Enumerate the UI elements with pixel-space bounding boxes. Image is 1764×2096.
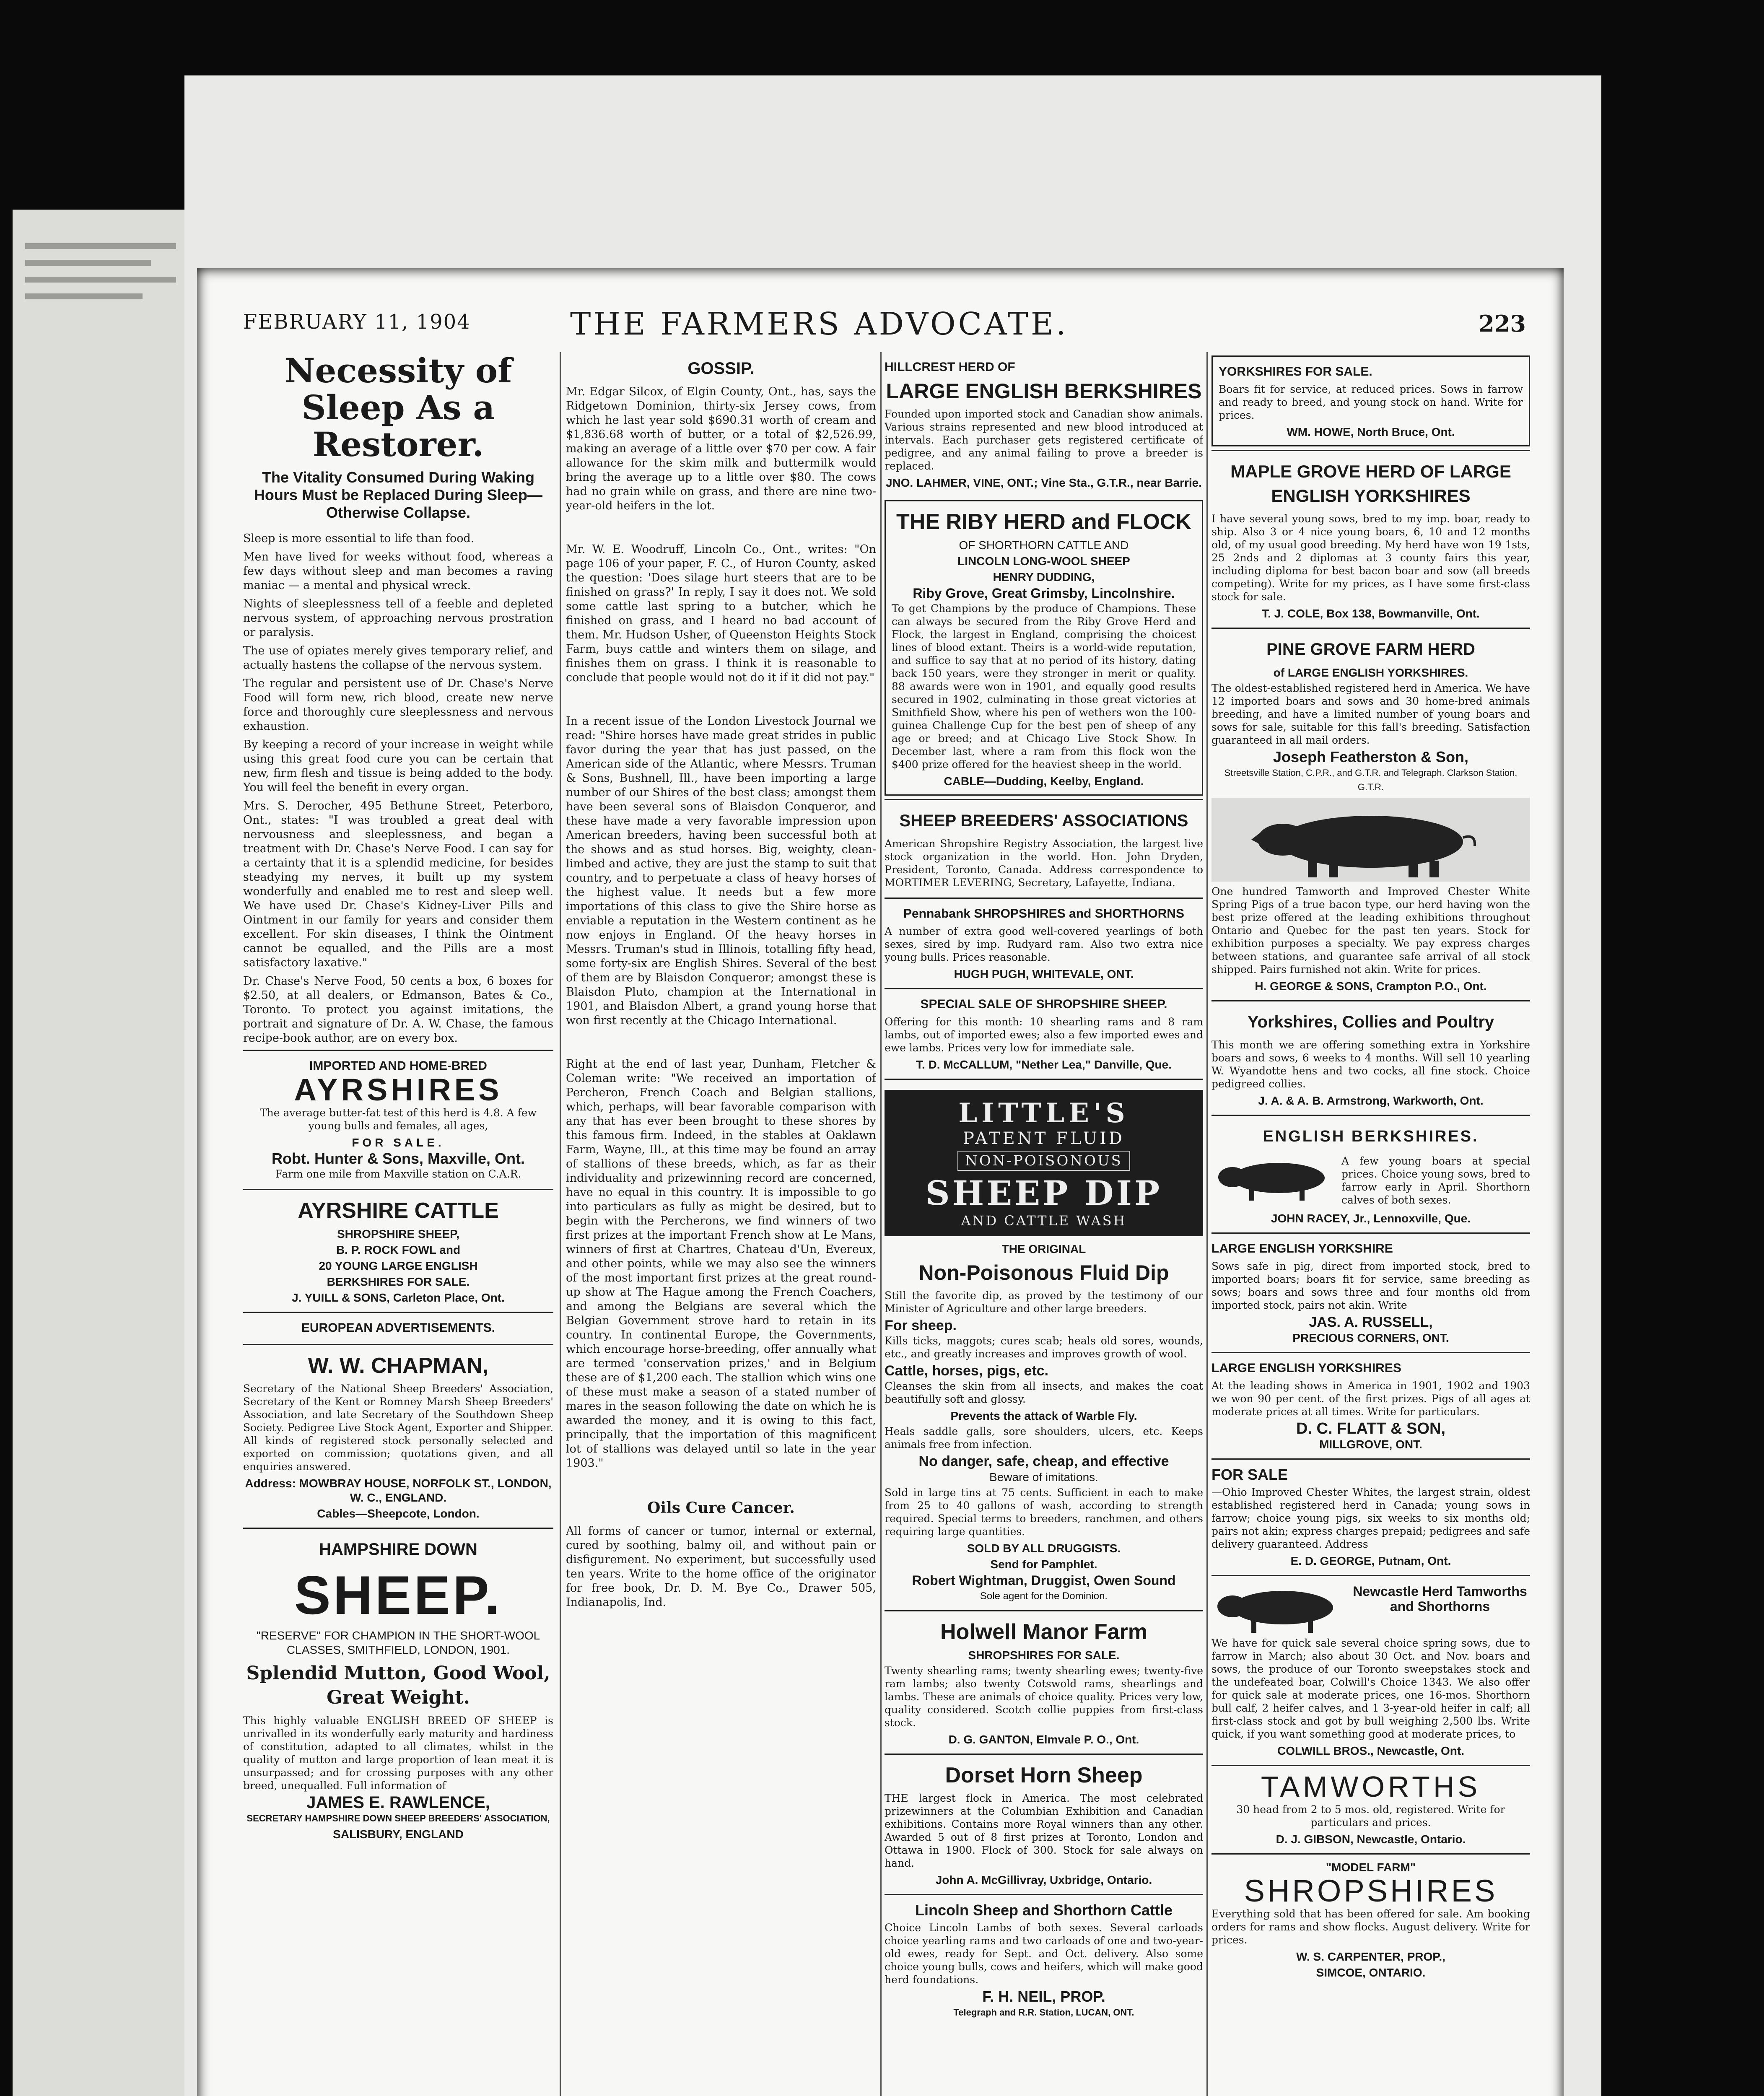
ad-title: YORKSHIRES FOR SALE. — [1219, 365, 1372, 379]
ad-title: Newcastle Herd Tamworths and Shorthorns — [1353, 1584, 1527, 1614]
ad-seller: D. J. GIBSON, Newcastle, Ontario. — [1276, 1833, 1466, 1846]
ad-pennabank — [885, 898, 1203, 988]
ad-line: Telegraph and R.R. Station, LUCAN, ONT. — [953, 2007, 1134, 2018]
ad-seller: Robert Wightman, Druggist, Owen Sound — [912, 1573, 1176, 1588]
ad-seller: W. S. CARPENTER, PROP., — [1296, 1950, 1445, 1963]
ad-seller: H. GEORGE & SONS, Crampton P.O., Ont. — [1255, 980, 1487, 993]
pig-illustration — [1211, 1580, 1346, 1635]
ad-line: For sheep. — [885, 1318, 957, 1333]
ad-english-berkshires — [1211, 1115, 1530, 1232]
ad-title: AYRSHIRES — [294, 1072, 503, 1107]
paragraph: The use of opiates merely gives temporary relief, and actually hastens the collapse of the nervous system. — [243, 644, 553, 672]
european-section-heading — [243, 1312, 553, 1344]
ad-contact: JAMES E. RAWLENCE, — [306, 1793, 490, 1812]
ad-holwell — [885, 1610, 1203, 1754]
dip-line: SHEEP DIP — [925, 1173, 1162, 1213]
ad-seller: John A. McGillivray, Uxbridge, Ontario. — [935, 1873, 1152, 1886]
ad-line: BERKSHIRES FOR SALE. — [327, 1275, 470, 1288]
paragraph: The regular and persistent use of Dr. Chase's Nerve Food will form new, rich blood, create new nerve force and thoroughly cure sleeplessness and nervous exhaustion. — [243, 677, 553, 733]
ad-body: This month we are offering something extra in Yorkshire boars and sows, 6 weeks to 4 months. Will sell 10 yearling W. Wyandotte hens and two cocks, all fine stock. Choice pedigreed collies. — [1211, 1039, 1530, 1090]
ad-seller: D. G. GANTON, Elmvale P. O., Ont. — [948, 1733, 1139, 1746]
ad-body: One hundred Tamworth and Improved Chester White Spring Pigs of a true bacon type, our herd having won the best prize offered at the leading exhibitions throughout Ontario and Quebec for the past ten years. Stock for exhibition purposes a specialty. We pay express charges between stations, and guarantee safe arrival of all stock shipped. Pairs furnished not akin. Write for prices. — [1211, 885, 1530, 975]
ad-line: Sole agent for the Dominion. — [980, 1590, 1108, 1602]
ad-sheep-breeders — [885, 799, 1203, 898]
ad-title: SHEEP BREEDERS' ASSOCIATIONS — [899, 812, 1188, 830]
issue-date: FEBRUARY 11, 1904 — [243, 310, 471, 334]
ad-body: Sows safe in pig, direct from imported stock, bred to imported boars; boars fit for service, same breeding as sows; boars and sows three and four months old from imported stock, pairs not akin. Write — [1211, 1260, 1530, 1311]
ad-dorset — [885, 1754, 1203, 1894]
ad-title: ENGLISH BERKSHIRES. — [1263, 1128, 1479, 1145]
ad-body: This highly valuable ENGLISH BREED OF SHEEP is unrivalled in its wonderfully early maturity and hardiness of constitution, adapted to all climates, whilst in the quality of mutton and large proportion of lean meat it is unsurpassed; and for crossing purposes with any other breed, unequalled. Full information of — [243, 1715, 553, 1792]
ad-line: LINCOLN LONG-WOOL SHEEP — [957, 555, 1130, 568]
ad-seller: T. D. McCALLUM, "Nether Lea," Danville, Que. — [916, 1058, 1172, 1071]
paragraph: Right at the end of last year, Dunham, Fletcher & Coleman write: "We received an importation of Percheron, French Coach and Belgian stallions, which, perhaps, will bear favorable comparison with any that has ever been brought to these shores by this famous firm. Indeed, in the stables at Oaklawn Farm, Wayne, Ill., at this time may be found an array of stallions of these breeds, which, as far as their individuality and prizewinning record are concerned, have no equal in this country. It is impossible to go into particulars as fully as might be desired, but to begin with the Percherons, we find winners of two first prizes at the important French show at Le Mans, winners of first at Chartres, Chateau d'Un, Evereux, and other points, while we may also see the winners of the most important first prizes at the great round-up show at The Hague among the French Coachers, and among the Belgians are several which the Belgian Government strove hard to retain in its country. In continental Europe, the Governments, which encourage horse-breeding, offer annually what are termed 'conservation prizes,' and in Belgium these are of $1,200 each. The stallion which wins one of these must make a season of a stated number of mares in the season following the date on which he is awarded the money, and it is owing to this fact, principally, that the importation of this magnificent lot of stallions was delayed until so late in the year 1903." — [566, 1058, 876, 1470]
ad-title: Non-Poisonous Fluid Dip — [918, 1261, 1169, 1284]
ad-title: FOR SALE — [1211, 1466, 1288, 1483]
ad-body: The oldest-established registered herd in America. We have 12 imported boars and sows and 30 home-bred animals breeding, and have a limited number of young boars and sows for sale, suitable for this fall's breeding. Satisfaction guaranteed in all mail orders. — [1211, 682, 1530, 746]
paragraph: Dr. Chase's Nerve Food, 50 cents a box, 6 boxes for $2.50, at all dealers, or Edmanson, Bates & Co., Toronto. To protect you against imitations, the portrait and signature of Dr. A. W. Chase, the famous recipe-book author, are on every box. — [243, 975, 553, 1045]
ad-body: Boars fit for service, at reduced prices. Sows in farrow and ready to breed, and young stock on hand. Write for prices. — [1219, 383, 1523, 421]
column-3 — [885, 352, 1203, 2096]
ad-title: Dorset Horn Sheep — [945, 1763, 1143, 1787]
ad-flatt — [1211, 1352, 1530, 1458]
ad-body: I have several young sows, bred to my imp. boar, ready to ship. Also 3 or 4 nice young boars, 6, 10 and 12 months old, of my usual good breeding. My herd have won 19 1sts, 25 2nds and 2 diplomas at 3 county fairs this year, including diploma for best bacon boar and sow (all breeds competing). Write for my prices, as I have some first-class stock for sale. — [1211, 513, 1530, 603]
ad-place: PRECIOUS CORNERS, ONT. — [1292, 1331, 1449, 1344]
ad-ayrshires — [243, 1050, 553, 1189]
ad-title: AYRSHIRE CATTLE — [298, 1198, 499, 1223]
ad-body: Cleanses the skin from all insects, and makes the coat beautifully soft and glossy. — [885, 1380, 1203, 1405]
ad-for-sale: FOR SALE. — [352, 1136, 445, 1149]
ad-place: Streetsville Station, C.P.R., and G.T.R. and Telegraph. Clarkson Station, G.T.R. — [1224, 768, 1518, 792]
previous-page-edge — [13, 210, 189, 2096]
pig-illustration — [1211, 1153, 1337, 1203]
ad-seller: J. A. & A. B. Armstrong, Warkworth, Ont. — [1258, 1094, 1484, 1107]
ad-line: SOLD BY ALL DRUGGISTS. — [967, 1542, 1121, 1555]
ad-body: Secretary of the National Sheep Breeders' Association, Secretary of the Kent or Romney Marsh Sheep Breeders' Association, and late Secretary of the Southdown Sheep Society. Pedigree Live Stock Agent, Exporter and Shipper. All kinds of registered stock personally selected and exported on commission; quotations given, and all enquiries answered. — [243, 1383, 553, 1473]
ad-title: PINE GROVE FARM HERD — [1266, 640, 1475, 659]
ad-body: Still the favorite dip, as proved by the testimony of our Minister of Agriculture and other large breeders. — [885, 1289, 1203, 1315]
ad-body: At the leading shows in America in 1901, 1902 and 1903 we won 90 per cent. of the first prizes. Pigs of all ages at moderate prices at all times. Write for particulars. — [1211, 1380, 1530, 1418]
ad-seller: J. YUILL & SONS, Carleton Place, Ont. — [292, 1291, 505, 1304]
newspaper-page — [197, 268, 1564, 2096]
ad-title: LARGE ENGLISH BERKSHIRES — [886, 379, 1202, 403]
ad-russell — [1211, 1232, 1530, 1352]
paragraph: By keeping a record of your increase in weight while using this great food cure you can be certain that new, firm flesh and tissue is being added to the body. You will feel the benefit in every organ. — [243, 738, 553, 794]
paragraph: Sleep is more essential to life than food. — [243, 532, 475, 545]
ad-body: The average butter-fat test of this herd is 4.8. A few young bulls and females, all ages, — [260, 1107, 537, 1132]
ad-line: B. P. ROCK FOWL and — [336, 1243, 461, 1256]
column-rule — [880, 352, 882, 2096]
dip-line: PATENT FLUID — [963, 1129, 1125, 1148]
ad-body: We have for quick sale several choice spring sows, due to farrow in March; also about 30 Oct. and Nov. boars and sows, the produce of our Toronto sweepstakes stock and the undefeated boar, Colwill's Choice 1343. We also offer for quick sale at moderate prices, one 16-mos. Shorthorn bull calf, 2 heifer calves, and 1 3-year-old heifer in calf; all first-class stock and got by bull weighing 2,500 lbs. Write quick, if you want something good at moderate prices, to — [1211, 1637, 1530, 1740]
dip-line: NON-POISONOUS — [957, 1151, 1130, 1171]
ad-line: SHROPSHIRES FOR SALE. — [968, 1649, 1120, 1662]
ad-body: Sold in large tins at 75 cents. Sufficient in each to make from 25 to 40 gallons of wash, according to strength required. Special terms to breeders, ranchmen, and others requiring large quantities. — [885, 1486, 1203, 1538]
ad-tamworths — [1211, 1765, 1530, 1853]
dip-line: LITTLE'S — [958, 1097, 1129, 1129]
ad-yorkshires-collies — [1211, 1000, 1530, 1115]
ad-title: THE RIBY HERD and FLOCK — [896, 510, 1191, 534]
ad-title: SPECIAL SALE OF SHROPSHIRE SHEEP. — [920, 997, 1167, 1011]
ad-special-sale — [885, 988, 1203, 1079]
ad-body: To get Champions by the produce of Champions. These can always be secured from the Riby Grove Herd and Flock, the largest in England, comprising the choicest lines of blood extant. Theirs is a world-wide reputation, and suffice to say that at no period of its history, dating back 150 years, were they stronger in merit or quality. 88 awards were won in 1901, and equally good results secured in 1902, culminating in those great victories at Smithfield Show, where his pen of wethers won the 100-guinea Challenge Cup for the best pen of sheep of any age or breed; and at Chicago Live Stock Show. In December last, where a ram from this flock won the $400 prize offered for the heaviest sheep in the world. — [892, 602, 1196, 770]
ad-title: SHEEP. — [294, 1564, 503, 1626]
ad-pine-grove — [1211, 628, 1530, 1000]
ad-body: Kills ticks, maggots; cures scab; heals old sores, wounds, etc., and greatly increases and improves growth of wool. — [885, 1335, 1203, 1360]
ad-for-sale-george — [1211, 1458, 1530, 1575]
ad-line: OF SHORTHORN CATTLE AND — [959, 539, 1129, 552]
ad-ayrshire-cattle — [243, 1189, 553, 1312]
ad-cable: CABLE—Dudding, Keelby, England. — [944, 775, 1144, 788]
ad-body: American Shropshire Registry Association, the largest live stock organization in the world. Hon. John Dryden, President, Toronto, Canada. Address correspondence to MORTIMER LEVERING, Secretary, Lafayette, Indiana. — [885, 838, 1203, 889]
ad-body: Founded upon imported stock and Canadian show animals. Various strains represented and new blood introduced at intervals. Each purchaser gets registered certificate of pedigree, and any animal failing to prove a breeder is replaced. — [885, 408, 1203, 472]
paragraph: Mr. Edgar Silcox, of Elgin County, Ont., has, says the Ridgetown Dominion, thirty-six Jersey cows, from which he last year sold $690.31 worth of cream and $1,836.68 worth of butter, or a total of $2,526.99, making an average of a little over $70 per cow. A fair allowance for the skim milk and buttermilk would bring the average up to a little over $80. The cows had no grain while on grass, and there are nine two-year-old heifers in the lot. — [566, 385, 876, 512]
ad-title: Lincoln Sheep and Shorthorn Cattle — [915, 1901, 1173, 1919]
ad-body: Heals saddle galls, sore shoulders, ulcers, etc. Keeps animals free from infection. — [885, 1425, 1203, 1450]
ad-body: Twenty shearling rams; twenty shearling ewes; twenty-five ram lambs; also twenty Cotswold rams, shearlings and lambs. These are animals of choice quality. Prices very low, quality considered. Scotch collie puppies from first-class stock. — [885, 1665, 1203, 1729]
ad-seller: JNO. LAHMER, VINE, ONT.; Vine Sta., G.T.R., near Barrie. — [885, 476, 1202, 489]
paragraph: Mr. W. E. Woodruff, Lincoln Co., Ont., writes: "On page 106 of your paper, F. C., of Huron County, asked the question: 'Does silage hurt steers that are to be finished on grass?' In reply, I say it does not. We sold some cattle last spring to a butcher, which he finished on grass, and I heard no bad account of them. Mr. Hudson Usher, of Queenston Heights Stock Farm, buys cattle and winters them on silage, and finishes them on grass. I think it is reasonable to conclude that people would not do it if it did not pay." — [566, 543, 876, 684]
ad-seller: Joseph Featherston & Son, — [1273, 748, 1469, 765]
ad-body: A few young boars at special prices. Choice young sows, bred to farrow early in April. Shorthorn calves of both sexes. — [1341, 1155, 1530, 1206]
ad-chapman — [243, 1344, 553, 1528]
paragraph: Mrs. S. Derocher, 495 Bethune Street, Peterboro, Ont., states: "I was troubled a great deal with nervousness and sleeplessness, and began a treatment with Dr. Chase's Nerve Food. I can say for a certainty that it is a splendid medicine, for besides steadying my nerves, it built up my system wonderfully and enabled me to rest and sleep well. We have used Dr. Chase's Kidney-Liver Pills and Ointment in our family for years and consider them excellent. For skin diseases, I think the Ointment cannot be equalled, and the Pills are a most satisfactory laxative." — [243, 799, 553, 969]
ad-seller: HUGH PUGH, WHITEVALE, ONT. — [954, 968, 1134, 981]
ad-cables: Cables—Sheepcote, London. — [317, 1507, 480, 1520]
ad-body: —Ohio Improved Chester Whites, the largest strain, oldest established registered herd in Canada; young sows in farrow; choice young pigs, six weeks to six months old; pairs not akin; express charges prepaid; pedigrees and safe delivery guaranteed. Address — [1211, 1486, 1530, 1550]
ad-kicker: "MODEL FARM" — [1326, 1861, 1416, 1874]
paragraph: Nights of sleeplessness tell of a feeble and depleted nervous system, of approaching nervous prostration or paralysis. — [243, 597, 553, 639]
ad-kicker: HILLCREST HERD OF — [885, 360, 1015, 374]
column-2 — [566, 352, 876, 2096]
column-rule — [1206, 352, 1208, 2096]
ad-contact-place: SALISBURY, ENGLAND — [333, 1828, 464, 1841]
ad-body: THE largest flock in America. The most celebrated prizewinners at the Columbian Exhibition and Canadian exhibitions. Contains more Royal winners than any other. Awarded 5 out of 8 first prizes at Toronto, London and Ottawa in 1900. Flock of 300. Stock for sale always on hand. — [885, 1792, 1203, 1869]
ad-hillcrest — [885, 352, 1203, 497]
ad-body: Offering for this month: 10 shearling rams and 8 ram lambs, out of imported ewes; also a few imported ewes and ewe lambs. Prices very low for immediate sale. — [885, 1016, 1203, 1054]
ad-body: Everything sold that has been offered for sale. Am booking orders for rams and show flocks. August delivery. Write for prices. — [1211, 1908, 1530, 1946]
ad-place: Riby Grove, Great Grimsby, Lincolnshire. — [913, 586, 1175, 601]
ad-contact-role: SECRETARY HAMPSHIRE DOWN SHEEP BREEDERS' ASSOCIATION, — [246, 1813, 550, 1824]
paragraph: Men have lived for weeks without food, whereas a few days without sleep and man becomes a raving maniac — a mental and physical wreck. — [243, 550, 553, 592]
ad-lincoln — [885, 1894, 1203, 2026]
section-heading: EUROPEAN ADVERTISEMENTS. — [301, 1321, 495, 1335]
sheep-dip-label — [885, 1090, 1203, 1236]
ad-note: Farm one mile from Maxville station on C.A.R. — [275, 1168, 521, 1180]
ad-place: SIMCOE, ONTARIO. — [1316, 1966, 1426, 1979]
ad-title: SHROPSHIRES — [1244, 1873, 1498, 1908]
ad-title: MAPLE GROVE HERD OF LARGE ENGLISH YORKSHIRES — [1230, 462, 1511, 506]
ad-body: 30 head from 2 to 5 mos. old, registered. Write for particulars and prices. — [1236, 1803, 1505, 1829]
ad-maple-grove — [1211, 450, 1530, 628]
ad-body: A number of extra good well-covered yearlings of both sexes, sired by imp. Rudyard ram. Also two extra nice young bulls. Prices reasonable. — [885, 925, 1203, 963]
column-rule — [560, 352, 561, 2096]
ad-line: Prevents the attack of Warble Fly. — [950, 1409, 1137, 1422]
article-title: Necessity of Sleep As a Restorer. — [284, 352, 512, 464]
pig-illustration — [1211, 798, 1530, 882]
ad-littles-sheep-dip — [885, 1079, 1203, 1610]
ad-model-farm — [1211, 1853, 1530, 1987]
column-1 — [243, 352, 553, 2096]
ad-kicker: IMPORTED AND HOME-BRED — [309, 1059, 487, 1073]
ad-title: Holwell Manor Farm — [940, 1620, 1148, 1644]
paragraph: All forms of cancer or tumor, internal or external, cured by soothing, balmy oil, and without pain or disfigurement. No experiment, but successfully used ten years. Write to the home office of the originator for free book, Dr. D. M. Bye Co., Drawer 505, Indianapolis, Ind. — [566, 1525, 876, 1609]
ad-body: Choice Lincoln Lambs of both sexes. Several carloads choice yearling rams and two carloads of one and two-year-old ewes, ready for Sept. and Oct. delivery. Also some choice young bulls, cows and heifers, which will make good herd foundations. — [885, 1922, 1203, 1986]
ad-line: Beware of imitations. — [989, 1471, 1098, 1484]
ad-title: Pennabank SHROPSHIRES and SHORTHORNS — [903, 907, 1185, 921]
ad-owner: HENRY DUDDING, — [993, 571, 1095, 584]
ad-line: 20 YOUNG LARGE ENGLISH — [319, 1259, 478, 1272]
page-number: 223 — [1479, 310, 1526, 337]
ad-seller: JAS. A. RUSSELL, — [1309, 1314, 1433, 1330]
ad-seller: D. C. FLATT & SON, — [1296, 1420, 1446, 1437]
ad-place: MILLGROVE, ONT. — [1319, 1438, 1422, 1451]
ad-line: Send for Pamphlet. — [990, 1558, 1097, 1571]
ad-seller: Robt. Hunter & Sons, Maxville, Ont. — [271, 1150, 525, 1167]
ad-address: Address: MOWBRAY HOUSE, NORFOLK ST., LONDON, W. C., ENGLAND. — [245, 1477, 552, 1504]
ad-title: W. W. CHAPMAN, — [308, 1354, 489, 1378]
ad-seller: E. D. GEORGE, Putnam, Ont. — [1290, 1554, 1451, 1567]
page-header — [243, 306, 1526, 340]
gossip-heading: GOSSIP. — [687, 359, 755, 378]
ad-line: SHROPSHIRE SHEEP, — [337, 1227, 460, 1240]
ad-kicker: HAMPSHIRE DOWN — [319, 1540, 477, 1559]
article-subtitle: The Vitality Consumed During Waking Hours Must be Replaced During Sleep—Otherwise Collapse. — [254, 469, 543, 521]
ad-line: of LARGE ENGLISH YORKSHIRES. — [1273, 666, 1468, 679]
ad-line: THE ORIGINAL — [1001, 1243, 1086, 1256]
ad-riby — [885, 500, 1203, 796]
ad-line: "RESERVE" FOR CHAMPION IN THE SHORT-WOOL CLASSES, SMITHFIELD, LONDON, 1901. — [256, 1629, 540, 1656]
ad-title: LARGE ENGLISH YORKSHIRE — [1211, 1242, 1393, 1256]
ad-yorkshires-howe — [1211, 355, 1530, 446]
ad-title: TAMWORTHS — [1261, 1770, 1481, 1803]
masthead: THE FARMERS ADVOCATE. — [570, 306, 1069, 342]
ad-seller: T. J. COLE, Box 138, Bowmanville, Ont. — [1262, 607, 1480, 620]
ad-line: No danger, safe, cheap, and effective — [918, 1453, 1169, 1469]
column-4 — [1211, 352, 1530, 2096]
dip-line: AND CATTLE WASH — [961, 1213, 1127, 1229]
ad-seller: COLWILL BROS., Newcastle, Ont. — [1277, 1744, 1464, 1757]
oils-heading: Oils Cure Cancer. — [647, 1499, 795, 1517]
ad-slogan: Splendid Mutton, Good Wool, Great Weight. — [246, 1663, 550, 1708]
ad-seller: JOHN RACEY, Jr., Lennoxville, Que. — [1271, 1212, 1471, 1225]
paragraph: In a recent issue of the London Livestock Journal we read: "Shire horses have made great strides in public favor during the year that has just passed, on the American side of the Atlantic, where Messrs. Truman & Sons, Bushnell, Ill., have been importing a large number of our Shires of the best class; amongst them have been several sons of Blaisdon Conqueror, and these have made a very favorable impression upon American breeders, having been successful both at the shows and as stud horses. Big, weighty, clean-limbed and active, they are just the stamp to suit that country, and to perpetuate a class of heavy horses of the highest value. It needs but a few more importations of this class to give the Shire horse as enviable a reputation in the Western continent as he now enjoys in England. Of the heavy horses in Messrs. Truman's stud in Illinois, totalling fifty head, some forty-six are English Shires. Several of the best of them are by Blaisdon Conqueror; amongst these is Blaisdon Pluto, champion at the International in 1901, and Blaisdon Albert, a grand young horse that won first recently at the Chicago International. — [566, 715, 876, 1027]
ad-title: LARGE ENGLISH YORKSHIRES — [1211, 1361, 1401, 1375]
ad-newcastle — [1211, 1575, 1530, 1765]
ad-seller: F. H. NEIL, PROP. — [982, 1988, 1105, 2005]
ad-hampshire-down — [243, 1528, 553, 1848]
ad-line: Cattle, horses, pigs, etc. — [885, 1363, 1049, 1379]
ad-seller: WM. HOWE, North Bruce, Ont. — [1287, 425, 1455, 438]
ad-title: Yorkshires, Collies and Poultry — [1247, 1013, 1494, 1031]
